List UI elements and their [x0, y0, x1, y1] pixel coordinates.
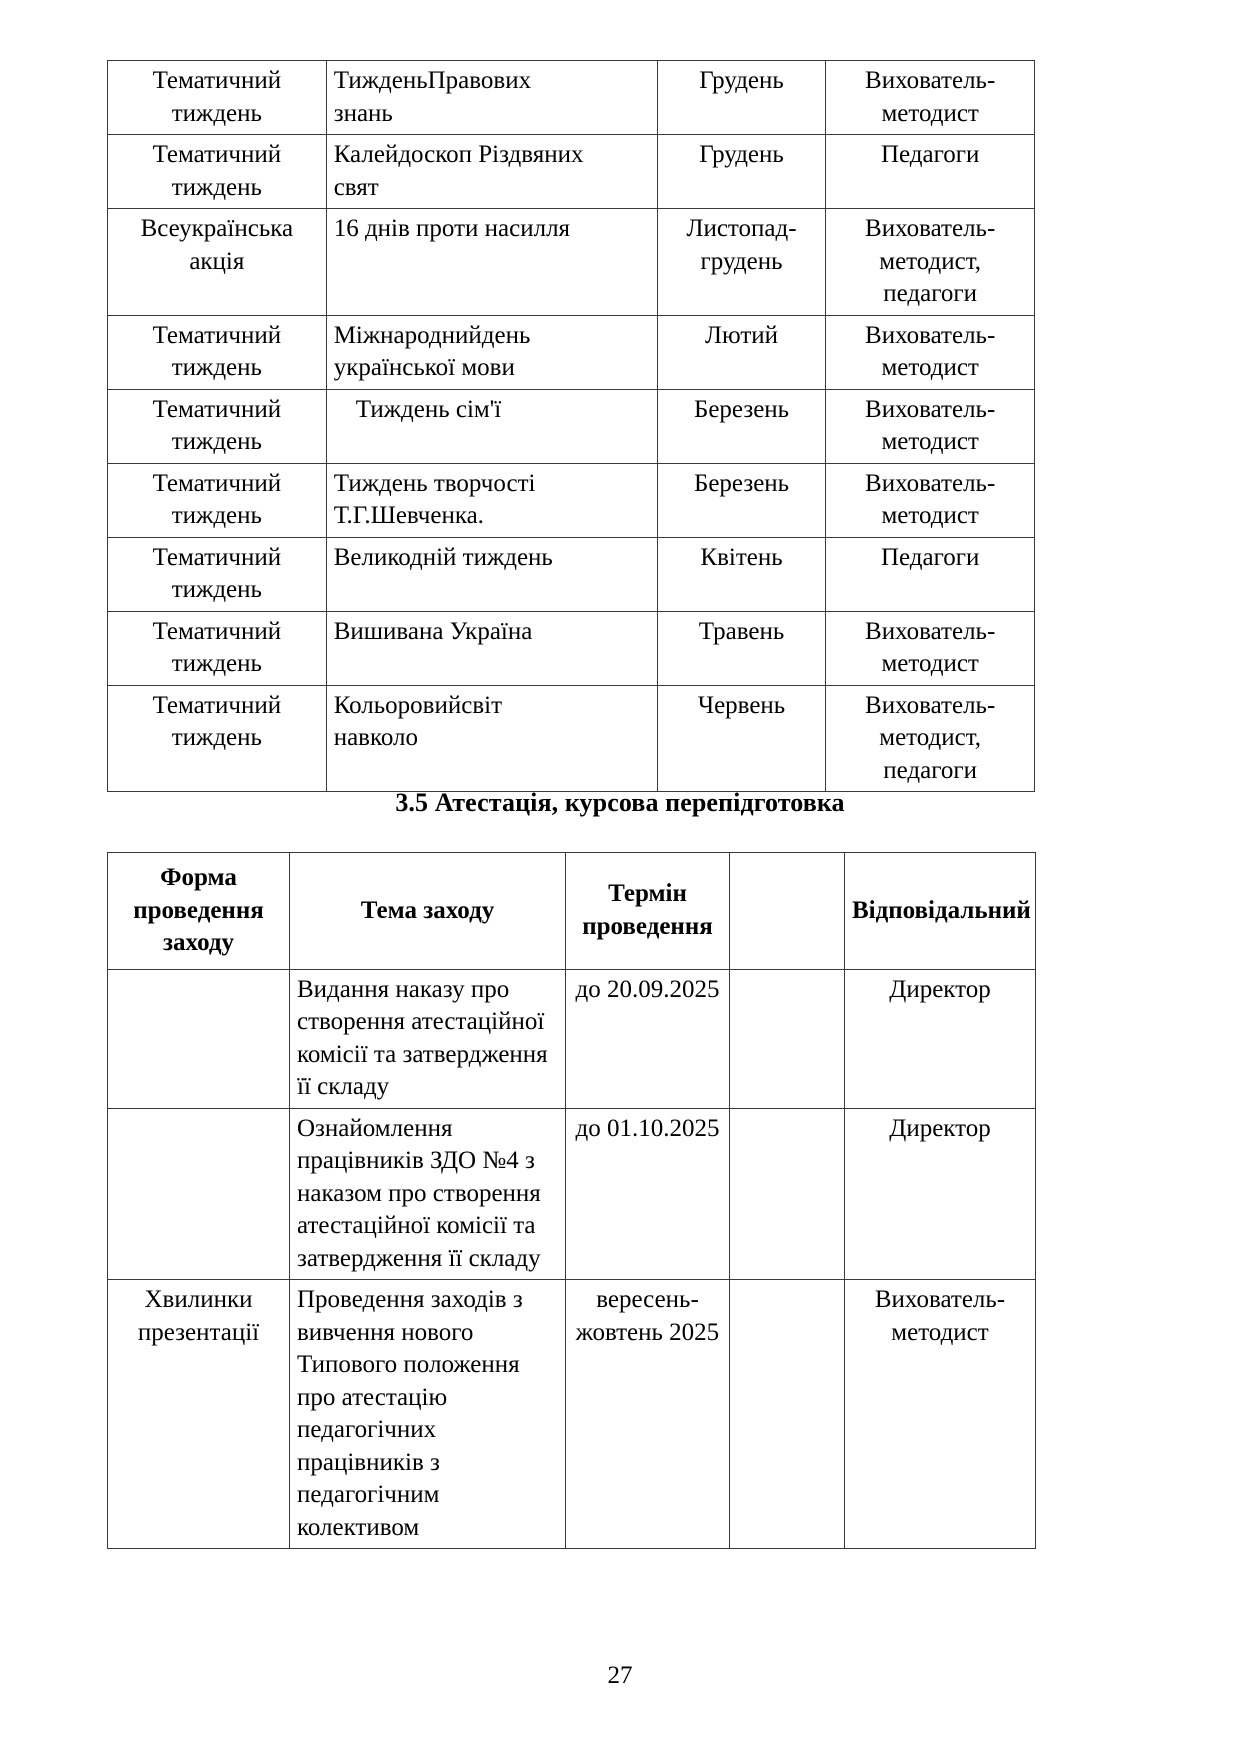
- table-row: [108, 209, 1035, 316]
- cell-text: тиждень: [171, 724, 262, 751]
- cell-text: Тиждень сім'ї: [355, 395, 502, 423]
- cell-responsible: [826, 389, 1035, 463]
- cell-term: до 20.09.2025: [566, 969, 730, 1108]
- page-number: 27: [607, 1662, 633, 1689]
- section-heading: 3.5 Атестація, курсова перепідготовка: [395, 788, 845, 817]
- cell-term: [657, 611, 826, 685]
- cell-text: тиждень: [171, 428, 262, 455]
- cell-form: [108, 315, 327, 389]
- cell-term: до 01.10.2025: [566, 1108, 730, 1280]
- cell-responsible: [826, 685, 1035, 792]
- column-header-form: Форма проведення заходу: [108, 853, 290, 970]
- cell-form: Хвилинки презентації: [108, 1280, 290, 1549]
- table-row: [108, 611, 1035, 685]
- cell-text: методист: [881, 428, 979, 455]
- cell-text: Грудень: [699, 141, 784, 168]
- cell-term: вересень-жовтень 2025: [566, 1280, 730, 1549]
- cell-text: тиждень: [171, 173, 262, 201]
- cell-text: Вихователь-: [865, 617, 996, 645]
- column-header-responsible: Відповідальний: [845, 853, 1036, 970]
- table-row: [108, 537, 1035, 611]
- cell-text: Всеукраїнська: [140, 215, 294, 242]
- cell-text: методист: [881, 99, 979, 127]
- cell-term: [657, 135, 826, 209]
- cell-text: тиждень: [171, 576, 262, 603]
- cell-form: [108, 389, 327, 463]
- cell-text: Тематичний: [152, 141, 282, 168]
- table-row: [108, 135, 1035, 209]
- cell-term: [657, 685, 826, 792]
- cell-text: Тематичний: [152, 617, 282, 645]
- cell-text: тиждень: [171, 650, 262, 677]
- cell-text: Травень: [698, 617, 785, 645]
- cell-topic: [326, 463, 657, 537]
- cell-text: педагоги: [883, 280, 978, 307]
- cell-responsible: [826, 61, 1035, 135]
- table-row: [108, 463, 1035, 537]
- cell-blank: [730, 969, 845, 1108]
- cell-text: знань: [333, 99, 393, 127]
- cell-form: [108, 969, 290, 1108]
- cell-text: Вишивана Україна: [333, 617, 533, 645]
- cell-text: Тематичний: [152, 691, 282, 719]
- cell-form: [108, 537, 327, 611]
- table-row: [108, 61, 1035, 135]
- cell-text-line: [334, 320, 650, 353]
- cell-responsible: [826, 463, 1035, 537]
- cell-topic: [326, 61, 657, 135]
- cell-responsible: [826, 209, 1035, 316]
- table-row: [108, 685, 1035, 792]
- cell-text: педагоги: [883, 756, 978, 784]
- cell-term: [657, 209, 826, 316]
- cell-topic: [326, 537, 657, 611]
- cell-text: Тиждень творчості: [333, 469, 536, 497]
- table-header-row: [108, 853, 1036, 970]
- cell-blank: [730, 1280, 845, 1549]
- cell-text: Вихователь-: [865, 67, 996, 94]
- cell-text: день: [481, 321, 531, 349]
- cell-text: Вихователь-: [865, 321, 996, 349]
- cell-text: Великодній тиждень: [333, 543, 553, 571]
- cell-text: методист,: [879, 724, 982, 751]
- cell-responsible: Директор: [845, 969, 1036, 1108]
- table-row: [108, 1108, 1036, 1280]
- cell-text: Педагоги: [880, 543, 980, 571]
- cell-topic: [326, 389, 657, 463]
- cell-form: [108, 209, 327, 316]
- cell-text-line: [334, 65, 650, 98]
- cell-text: Педагоги: [880, 141, 980, 168]
- cell-responsible: [826, 315, 1035, 389]
- cell-text: тиждень: [171, 502, 262, 529]
- cell-form: [108, 1108, 290, 1280]
- cell-text: акція: [189, 247, 245, 275]
- cell-term: [657, 537, 826, 611]
- cell-text: методист: [881, 650, 979, 677]
- table-row: [108, 969, 1036, 1108]
- cell-text: грудень: [700, 247, 783, 275]
- cell-form: [108, 611, 327, 685]
- cell-text: Листопад-: [686, 215, 797, 242]
- cell-text: Лютий: [705, 321, 779, 349]
- cell-responsible: Директор: [845, 1108, 1036, 1280]
- cell-topic: [326, 685, 657, 792]
- activities-table: [107, 60, 1035, 792]
- column-header-term: Термін проведення: [566, 853, 730, 970]
- column-header-blank: [730, 853, 845, 970]
- cell-topic: [326, 135, 657, 209]
- cell-term: [657, 315, 826, 389]
- cell-responsible: [826, 135, 1035, 209]
- cell-text: світ: [461, 691, 503, 719]
- cell-text: Т.Г.Шевченка.: [333, 502, 484, 529]
- cell-responsible: [826, 537, 1035, 611]
- cell-text: Вихователь-: [865, 469, 996, 497]
- cell-text: тиждень: [171, 354, 262, 381]
- cell-responsible: [826, 611, 1035, 685]
- cell-term: [657, 61, 826, 135]
- cell-text: методист: [881, 354, 979, 381]
- cell-text: Кольоровий: [333, 691, 462, 719]
- cell-text: Правових: [427, 67, 532, 94]
- cell-text: Тематичний: [152, 395, 282, 423]
- cell-text: Тематичний: [152, 469, 282, 497]
- cell-text: Вихователь-: [865, 215, 996, 242]
- cell-text: Квітень: [700, 543, 783, 571]
- cell-text: Міжнародний: [333, 321, 482, 349]
- cell-text: Вихователь-: [865, 395, 996, 423]
- cell-topic: Ознайомлення працівників ЗДО №4 з наказом про створення атестаційної комісії та затвердження її складу: [290, 1108, 566, 1280]
- cell-text: Вихователь-: [865, 691, 996, 719]
- cell-text: Березень: [693, 469, 790, 497]
- cell-form: [108, 685, 327, 792]
- cell-text: Тематичний: [152, 543, 282, 571]
- cell-topic: Проведення заходів з вивчення нового Типового положення про атестацію педагогічних працівників з педагогічним колективом: [290, 1280, 566, 1549]
- cell-form: [108, 135, 327, 209]
- cell-text: 16 днів проти насилля: [333, 215, 571, 242]
- cell-text: методист,: [879, 247, 982, 275]
- cell-responsible: Вихователь-методист: [845, 1280, 1036, 1549]
- cell-topic: [326, 315, 657, 389]
- cell-term: [657, 389, 826, 463]
- cell-topic: [326, 611, 657, 685]
- cell-text: методист: [881, 502, 979, 529]
- cell-text: Тематичний: [152, 321, 282, 349]
- cell-text: Тематичний: [152, 67, 282, 94]
- cell-text: Грудень: [699, 67, 784, 94]
- column-header-topic: Тема заходу: [290, 853, 566, 970]
- cell-text: тиждень: [171, 99, 262, 127]
- cell-form: [108, 463, 327, 537]
- cell-text: української мови: [333, 354, 515, 381]
- cell-text: Березень: [693, 395, 790, 423]
- cell-text: свят: [333, 173, 379, 201]
- cell-blank: [730, 1108, 845, 1280]
- cell-topic: [326, 209, 657, 316]
- cell-text: навколо: [333, 724, 419, 751]
- attestation-table: [107, 852, 1036, 1549]
- cell-text: Червень: [697, 691, 786, 719]
- cell-text: Тиждень: [333, 67, 428, 94]
- cell-form: [108, 61, 327, 135]
- cell-text: Калейдоскоп Різдвяних: [333, 141, 584, 168]
- cell-topic: Видання наказу про створення атестаційної комісії та затвердження її складу: [290, 969, 566, 1108]
- table-row: [108, 389, 1035, 463]
- table-row: [108, 315, 1035, 389]
- cell-term: [657, 463, 826, 537]
- table-row: [108, 1280, 1036, 1549]
- cell-text-line: [334, 690, 650, 723]
